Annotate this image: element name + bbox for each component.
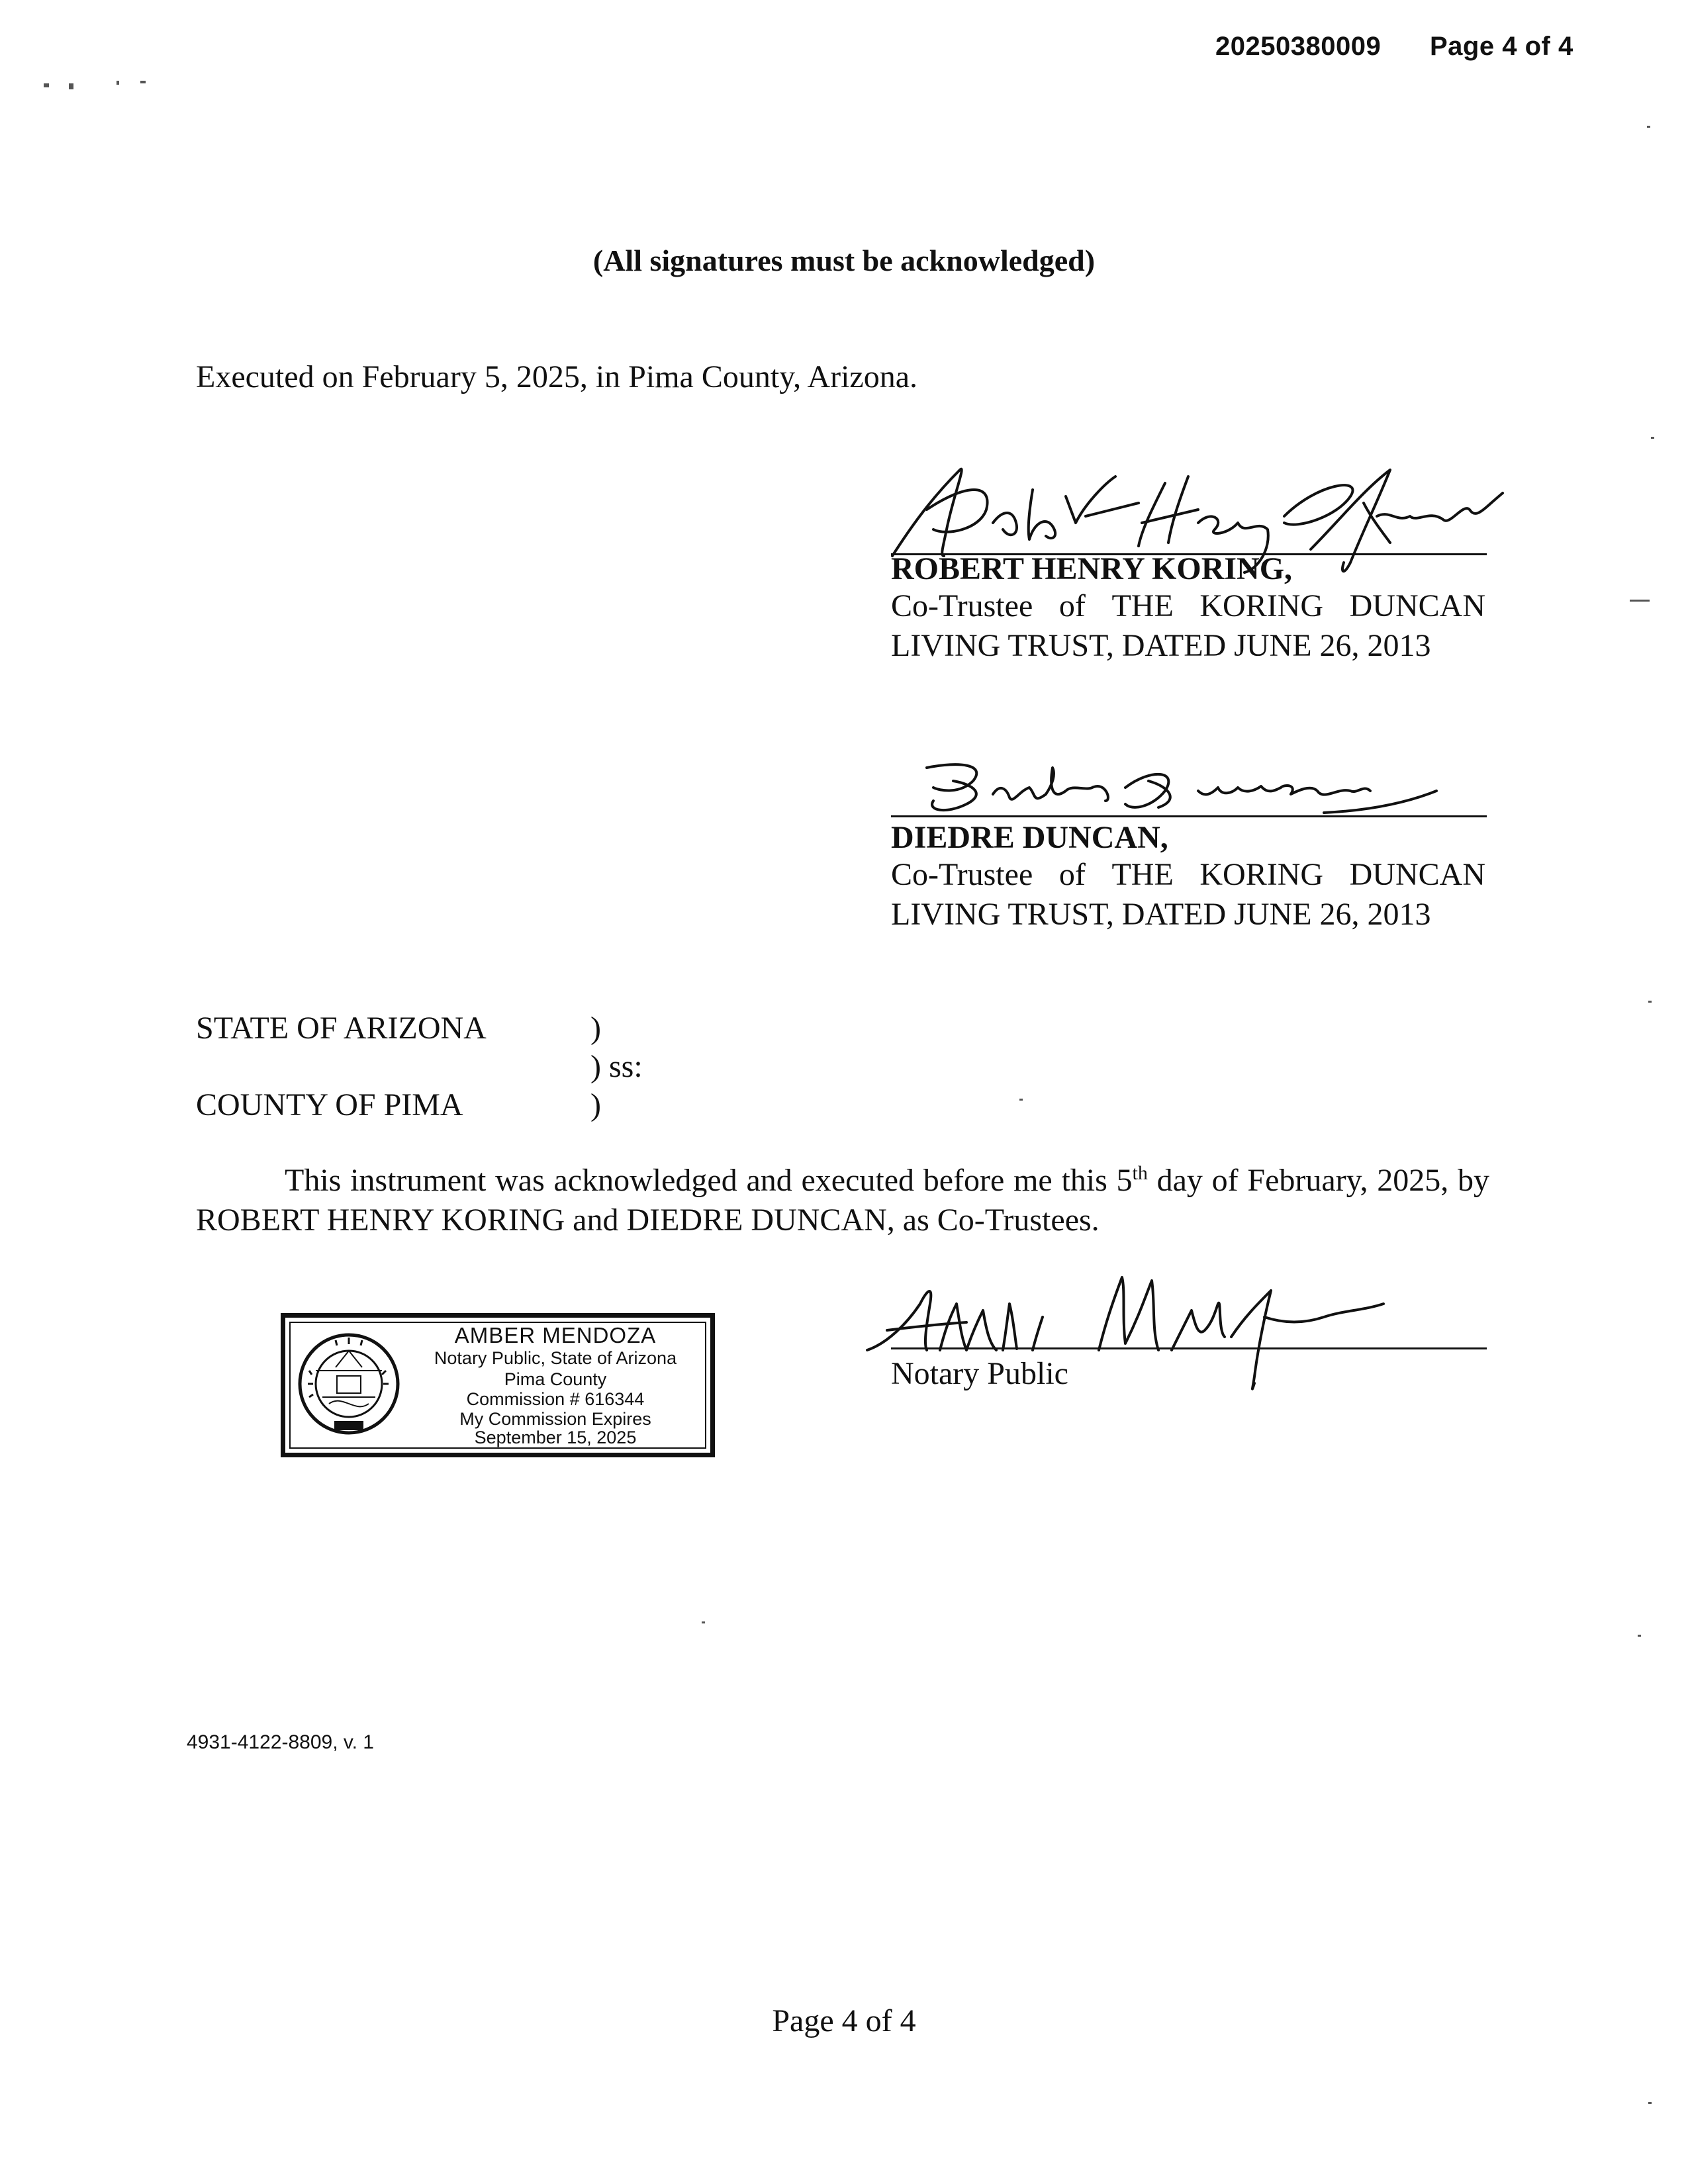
record-number: 20250380009	[1215, 32, 1382, 61]
venue-ss: ) ss:	[590, 1049, 643, 1084]
acknowledgment-paragraph	[196, 1161, 1489, 1240]
diedre-signature-line	[891, 815, 1487, 817]
venue-county: COUNTY OF PIMA	[196, 1087, 463, 1122]
stamp-expires-date: September 15, 2025	[474, 1428, 637, 1447]
role-word: KORING	[1199, 857, 1324, 892]
role-word: THE	[1111, 857, 1174, 892]
role-word: THE	[1111, 588, 1174, 623]
ordinal-suffix: th	[1132, 1162, 1148, 1184]
role-word: DUNCAN	[1349, 857, 1485, 892]
stamp-title: Notary Public, State of Arizona	[434, 1348, 677, 1368]
venue-paren: )	[590, 1011, 601, 1046]
ack-text: This instrument was acknowledged and executed before me this 5	[285, 1163, 1133, 1198]
state-seal-icon	[296, 1331, 402, 1437]
notary-stamp	[281, 1313, 715, 1457]
venue-state: STATE OF ARIZONA	[196, 1011, 487, 1046]
acknowledgment-heading: (All signatures must be acknowledged)	[592, 244, 1096, 277]
diedre-name: DIEDRE DUNCAN,	[891, 820, 1168, 855]
role-word: of	[1058, 588, 1086, 623]
role-word: DUNCAN	[1349, 588, 1485, 623]
document-id: 4931-4122-8809, v. 1	[187, 1731, 374, 1753]
stamp-notary-name: AMBER MENDOZA	[454, 1323, 657, 1347]
venue-paren: )	[590, 1087, 601, 1122]
stamp-expires-label: My Commission Expires	[459, 1409, 651, 1429]
diedre-role-line1	[891, 855, 1485, 895]
robert-name: ROBERT HENRY KORING,	[891, 551, 1293, 586]
ack-text: day of February, 2025, by ROBERT HENRY KORING and DIEDRE DUNCAN, as Co-Trustees.	[196, 1163, 1489, 1238]
diedre-role-line2: LIVING TRUST, DATED JUNE 26, 2013	[891, 897, 1431, 932]
role-word: of	[1058, 857, 1086, 892]
notary-signature-line	[891, 1347, 1487, 1349]
robert-role-line1	[891, 586, 1485, 626]
diedre-signature	[887, 754, 1509, 821]
footer-page-number: Page 4 of 4	[772, 2003, 916, 2038]
robert-role-line2: LIVING TRUST, DATED JUNE 26, 2013	[891, 628, 1431, 663]
stamp-county: Pima County	[504, 1369, 607, 1389]
role-word: KORING	[1199, 588, 1324, 623]
notary-public-label: Notary Public	[891, 1356, 1068, 1391]
role-word: Co-Trustee	[891, 857, 1033, 892]
header-page-label: Page 4 of 4	[1430, 32, 1573, 61]
executed-line: Executed on February 5, 2025, in Pima County, Arizona.	[196, 359, 918, 394]
role-word: Co-Trustee	[891, 588, 1033, 623]
stamp-commission: Commission # 616344	[466, 1389, 645, 1409]
